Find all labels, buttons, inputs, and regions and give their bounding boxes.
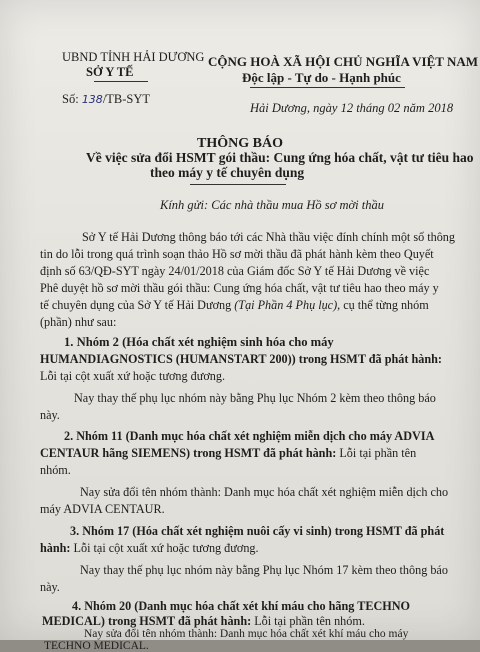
doc-number-prefix: Số: [62, 92, 79, 106]
national-motto: Độc lập - Tự do - Hạnh phúc [242, 70, 401, 85]
item-4-error: Lỗi tại phần tên nhóm. [251, 614, 365, 628]
greeting: Kính gửi: Các nhà thầu mua Hồ sơ mời thầu [160, 198, 384, 212]
place-and-date: Hải Dương, ngày 12 tháng 02 năm 2018 [250, 101, 454, 115]
intro-text: tế chuyên dụng của Sở Y tế Hải Dương [40, 298, 235, 312]
item-4-fix: Nay sửa đổi tên nhóm thành: Danh mục hóa chất xét khí máu cho máy [84, 628, 409, 640]
intro-line: (phần) như sau: [40, 315, 117, 329]
item-3-heading [40, 541, 259, 556]
subject-line-1: Về việc sửa đổi HSMT gói thầu: Cung ứng hóa chất, vật tư tiêu hao [86, 150, 474, 165]
item-1-fix: Nay thay thế phụ lục nhóm này bằng Phụ lục Nhóm 2 kèm theo thông báo [74, 391, 436, 405]
item-3-fix: này. [40, 580, 60, 594]
item-2-fix: Nay sửa đổi tên nhóm thành: Danh mục hóa chất xét nghiệm miễn dịch cho [80, 485, 449, 499]
item-3-heading-bold: hành: [40, 541, 71, 555]
intro-line: định số 63/QĐ-SYT ngày 24/01/2018 của Giám đốc Sở Y tế Hải Dương về việc [40, 264, 430, 278]
item-1-heading: HUMANDIAGNOSTICS (HUMANSTART 200)) trong HSMT đã phát hành: [40, 352, 442, 366]
item-3-error: Lỗi tại cột xuất xứ hoặc tương đương. [70, 541, 259, 555]
issuing-agency: UBND TỈNH HẢI DƯƠNG [62, 50, 205, 64]
item-3-heading: 3. Nhóm 17 (Hóa chất xét nghiệm nuôi cấy vi sinh) trong HSMT đã phát [70, 524, 445, 538]
item-4-heading [42, 614, 365, 629]
intro-text: , cụ thể từng nhóm [337, 298, 429, 312]
handwritten-number: 138 [81, 93, 103, 106]
item-4-heading: 4. Nhóm 20 (Danh mục hóa chất xét khí máu cho hãng TECHNO [72, 599, 411, 613]
item-2-heading-bold: CENTAUR hãng SIEMENS) trong HSMT đã phát hành: [40, 446, 337, 460]
item-1-fix: này. [40, 408, 60, 422]
item-4-heading-bold: MEDICAL) trong HSMT đã phát hành: [42, 614, 252, 628]
item-2-error: Lỗi tại phần tên [336, 446, 417, 460]
document-title: THÔNG BÁO [197, 136, 283, 151]
subject-line-2: theo máy y tế chuyên dụng [150, 165, 305, 180]
subject-underline [190, 184, 286, 185]
issuing-department: SỞ Y TẾ [86, 65, 134, 79]
item-1-error: Lỗi tại cột xuất xứ hoặc tương đương. [40, 369, 226, 383]
document-number [62, 92, 150, 107]
item-2-error: nhóm. [40, 463, 71, 477]
item-2-heading: 2. Nhóm 11 (Danh mục hóa chất xét nghiệm miễn dịch cho máy ADVIA [64, 429, 435, 443]
item-2-heading [40, 446, 416, 461]
intro-line: Sở Y tế Hải Dương thông báo tới các Nhà thầu việc đính chính một số thông [82, 230, 455, 244]
item-3-fix: Nay thay thế phụ lục nhóm này bằng Phụ lục Nhóm 17 kèm theo thông báo [80, 563, 448, 577]
header-underline-right [250, 87, 405, 88]
country-name: CỘNG HOÀ XÃ HỘI CHỦ NGHĨA VIỆT NAM [208, 54, 479, 69]
item-2-fix: máy ADVIA CENTAUR. [40, 502, 165, 516]
intro-appendix-ref: (Tại Phần 4 Phụ lục) [234, 298, 338, 312]
doc-number-suffix: /TB-SYT [102, 92, 151, 106]
intro-line: tin do lỗi trong quá trình soạn thảo Hồ sơ mời thầu đã phát hành kèm theo Quyết [40, 247, 434, 261]
intro-line [40, 298, 429, 313]
intro-line: Phê duyệt hồ sơ mời thầu gói thầu: Cung ứng hóa chất, vật tư tiêu hao theo máy y [40, 281, 439, 295]
header-underline-left [94, 81, 148, 82]
item-1-heading: 1. Nhóm 2 (Hóa chất xét nghiệm sinh hóa cho máy [64, 335, 334, 349]
item-4-fix: TECHNO MEDICAL. [44, 640, 149, 652]
